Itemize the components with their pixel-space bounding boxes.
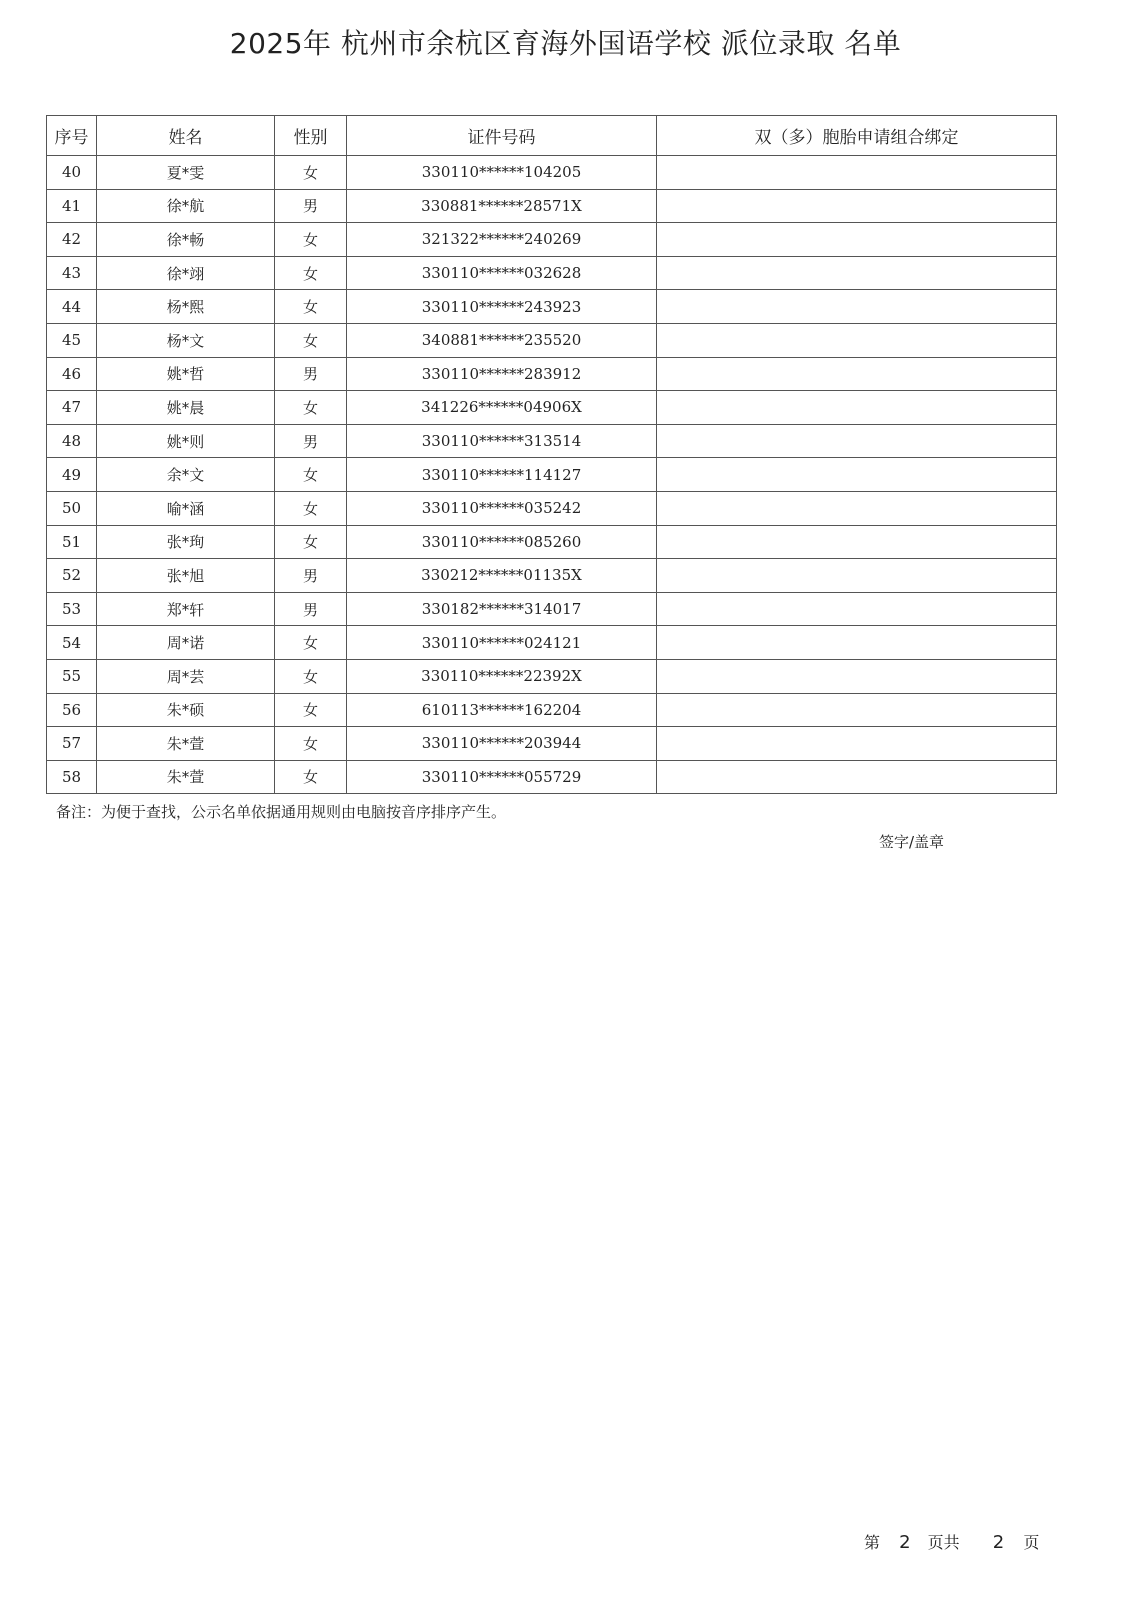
table-row (47, 727, 1057, 761)
table-row (47, 626, 1057, 660)
cell-serial: 48 (47, 424, 97, 458)
cell-id-number: 340881******235520 (347, 323, 657, 357)
cell-twin-binding (657, 491, 1057, 525)
cell-id-number: 330110******283912 (347, 357, 657, 391)
cell-gender: 女 (275, 760, 347, 794)
cell-gender: 女 (275, 323, 347, 357)
cell-name: 徐*畅 (97, 223, 275, 257)
cell-gender: 女 (275, 223, 347, 257)
table-row (47, 458, 1057, 492)
header-id-number: 证件号码 (347, 116, 657, 156)
cell-serial: 53 (47, 592, 97, 626)
cell-gender: 女 (275, 525, 347, 559)
table-row (47, 659, 1057, 693)
cell-twin-binding (657, 357, 1057, 391)
table-row (47, 592, 1057, 626)
table-row (47, 323, 1057, 357)
remark-note: 备注：为便于查找，公示名单依据通用规则由电脑按音序排序产生。 (56, 803, 507, 821)
cell-name: 徐*翊 (97, 256, 275, 290)
cell-name: 周*芸 (97, 659, 275, 693)
cell-id-number: 330182******314017 (347, 592, 657, 626)
cell-id-number: 330212******01135X (347, 559, 657, 593)
cell-serial: 57 (47, 727, 97, 761)
cell-twin-binding (657, 760, 1057, 794)
cell-id-number: 330110******032628 (347, 256, 657, 290)
cell-gender: 女 (275, 659, 347, 693)
cell-id-number: 330110******313514 (347, 424, 657, 458)
cell-name: 姚*则 (97, 424, 275, 458)
cell-serial: 42 (47, 223, 97, 257)
cell-serial: 41 (47, 189, 97, 223)
table-row (47, 189, 1057, 223)
cell-serial: 55 (47, 659, 97, 693)
cell-id-number: 330110******055729 (347, 760, 657, 794)
cell-twin-binding (657, 458, 1057, 492)
signature-label: 签字/盖章 (879, 833, 945, 851)
cell-twin-binding (657, 659, 1057, 693)
cell-twin-binding (657, 592, 1057, 626)
cell-twin-binding (657, 156, 1057, 190)
cell-serial: 47 (47, 391, 97, 425)
cell-id-number: 321322******240269 (347, 223, 657, 257)
cell-serial: 52 (47, 559, 97, 593)
admission-table (46, 115, 1057, 794)
cell-name: 朱*萱 (97, 760, 275, 794)
table-row (47, 290, 1057, 324)
cell-name: 朱*硕 (97, 693, 275, 727)
table-header-row (47, 116, 1057, 156)
cell-twin-binding (657, 256, 1057, 290)
header-gender: 性别 (275, 116, 347, 156)
cell-gender: 男 (275, 424, 347, 458)
cell-serial: 54 (47, 626, 97, 660)
cell-name: 姚*哲 (97, 357, 275, 391)
cell-gender: 男 (275, 357, 347, 391)
cell-serial: 49 (47, 458, 97, 492)
cell-gender: 女 (275, 290, 347, 324)
table-row (47, 559, 1057, 593)
cell-name: 余*文 (97, 458, 275, 492)
cell-id-number: 330110******085260 (347, 525, 657, 559)
cell-id-number: 330110******243923 (347, 290, 657, 324)
cell-name: 郑*轩 (97, 592, 275, 626)
footer-page-number: 2 (899, 1532, 911, 1553)
table-row (47, 223, 1057, 257)
page-title: 2025年 杭州市余杭区育海外国语学校 派位录取 名单 (229, 27, 902, 60)
cell-name: 朱*萱 (97, 727, 275, 761)
cell-twin-binding (657, 693, 1057, 727)
cell-serial: 51 (47, 525, 97, 559)
cell-name: 杨*文 (97, 323, 275, 357)
cell-id-number: 610113******162204 (347, 693, 657, 727)
footer-suffix: 页 (1023, 1533, 1040, 1552)
header-twin-binding: 双（多）胞胎申请组合绑定 (657, 116, 1057, 156)
cell-serial: 56 (47, 693, 97, 727)
header-serial: 序号 (47, 116, 97, 156)
cell-id-number: 341226******04906X (347, 391, 657, 425)
cell-twin-binding (657, 391, 1057, 425)
table-body (47, 156, 1057, 794)
cell-gender: 女 (275, 156, 347, 190)
cell-twin-binding (657, 323, 1057, 357)
cell-id-number: 330110******024121 (347, 626, 657, 660)
table-row (47, 391, 1057, 425)
cell-twin-binding (657, 559, 1057, 593)
cell-gender: 女 (275, 727, 347, 761)
cell-twin-binding (657, 626, 1057, 660)
cell-serial: 50 (47, 491, 97, 525)
header-name: 姓名 (97, 116, 275, 156)
table-row (47, 525, 1057, 559)
cell-name: 姚*晨 (97, 391, 275, 425)
cell-twin-binding (657, 424, 1057, 458)
cell-name: 徐*航 (97, 189, 275, 223)
cell-name: 夏*雯 (97, 156, 275, 190)
cell-serial: 45 (47, 323, 97, 357)
cell-id-number: 330110******22392X (347, 659, 657, 693)
cell-name: 周*诺 (97, 626, 275, 660)
cell-twin-binding (657, 223, 1057, 257)
cell-name: 张*旭 (97, 559, 275, 593)
cell-gender: 女 (275, 693, 347, 727)
cell-gender: 女 (275, 626, 347, 660)
page-footer (864, 1532, 1039, 1554)
table-row (47, 424, 1057, 458)
cell-id-number: 330110******104205 (347, 156, 657, 190)
cell-name: 喻*涵 (97, 491, 275, 525)
cell-gender: 男 (275, 592, 347, 626)
cell-gender: 女 (275, 391, 347, 425)
cell-twin-binding (657, 189, 1057, 223)
cell-name: 杨*熙 (97, 290, 275, 324)
cell-serial: 46 (47, 357, 97, 391)
cell-gender: 男 (275, 559, 347, 593)
footer-total-pages: 2 (992, 1532, 1005, 1553)
cell-serial: 43 (47, 256, 97, 290)
table-row (47, 491, 1057, 525)
cell-serial: 58 (47, 760, 97, 794)
footer-middle: 页共 (927, 1533, 960, 1552)
cell-id-number: 330110******203944 (347, 727, 657, 761)
cell-twin-binding (657, 290, 1057, 324)
cell-gender: 女 (275, 491, 347, 525)
table-row (47, 256, 1057, 290)
cell-serial: 44 (47, 290, 97, 324)
cell-id-number: 330110******114127 (347, 458, 657, 492)
cell-gender: 女 (275, 458, 347, 492)
footer-prefix: 第 (864, 1533, 881, 1552)
cell-gender: 女 (275, 256, 347, 290)
table-row (47, 760, 1057, 794)
cell-twin-binding (657, 727, 1057, 761)
table-row (47, 156, 1057, 190)
table-row (47, 693, 1057, 727)
cell-gender: 男 (275, 189, 347, 223)
cell-serial: 40 (47, 156, 97, 190)
cell-twin-binding (657, 525, 1057, 559)
cell-name: 张*珣 (97, 525, 275, 559)
cell-id-number: 330881******28571X (347, 189, 657, 223)
cell-id-number: 330110******035242 (347, 491, 657, 525)
table-row (47, 357, 1057, 391)
